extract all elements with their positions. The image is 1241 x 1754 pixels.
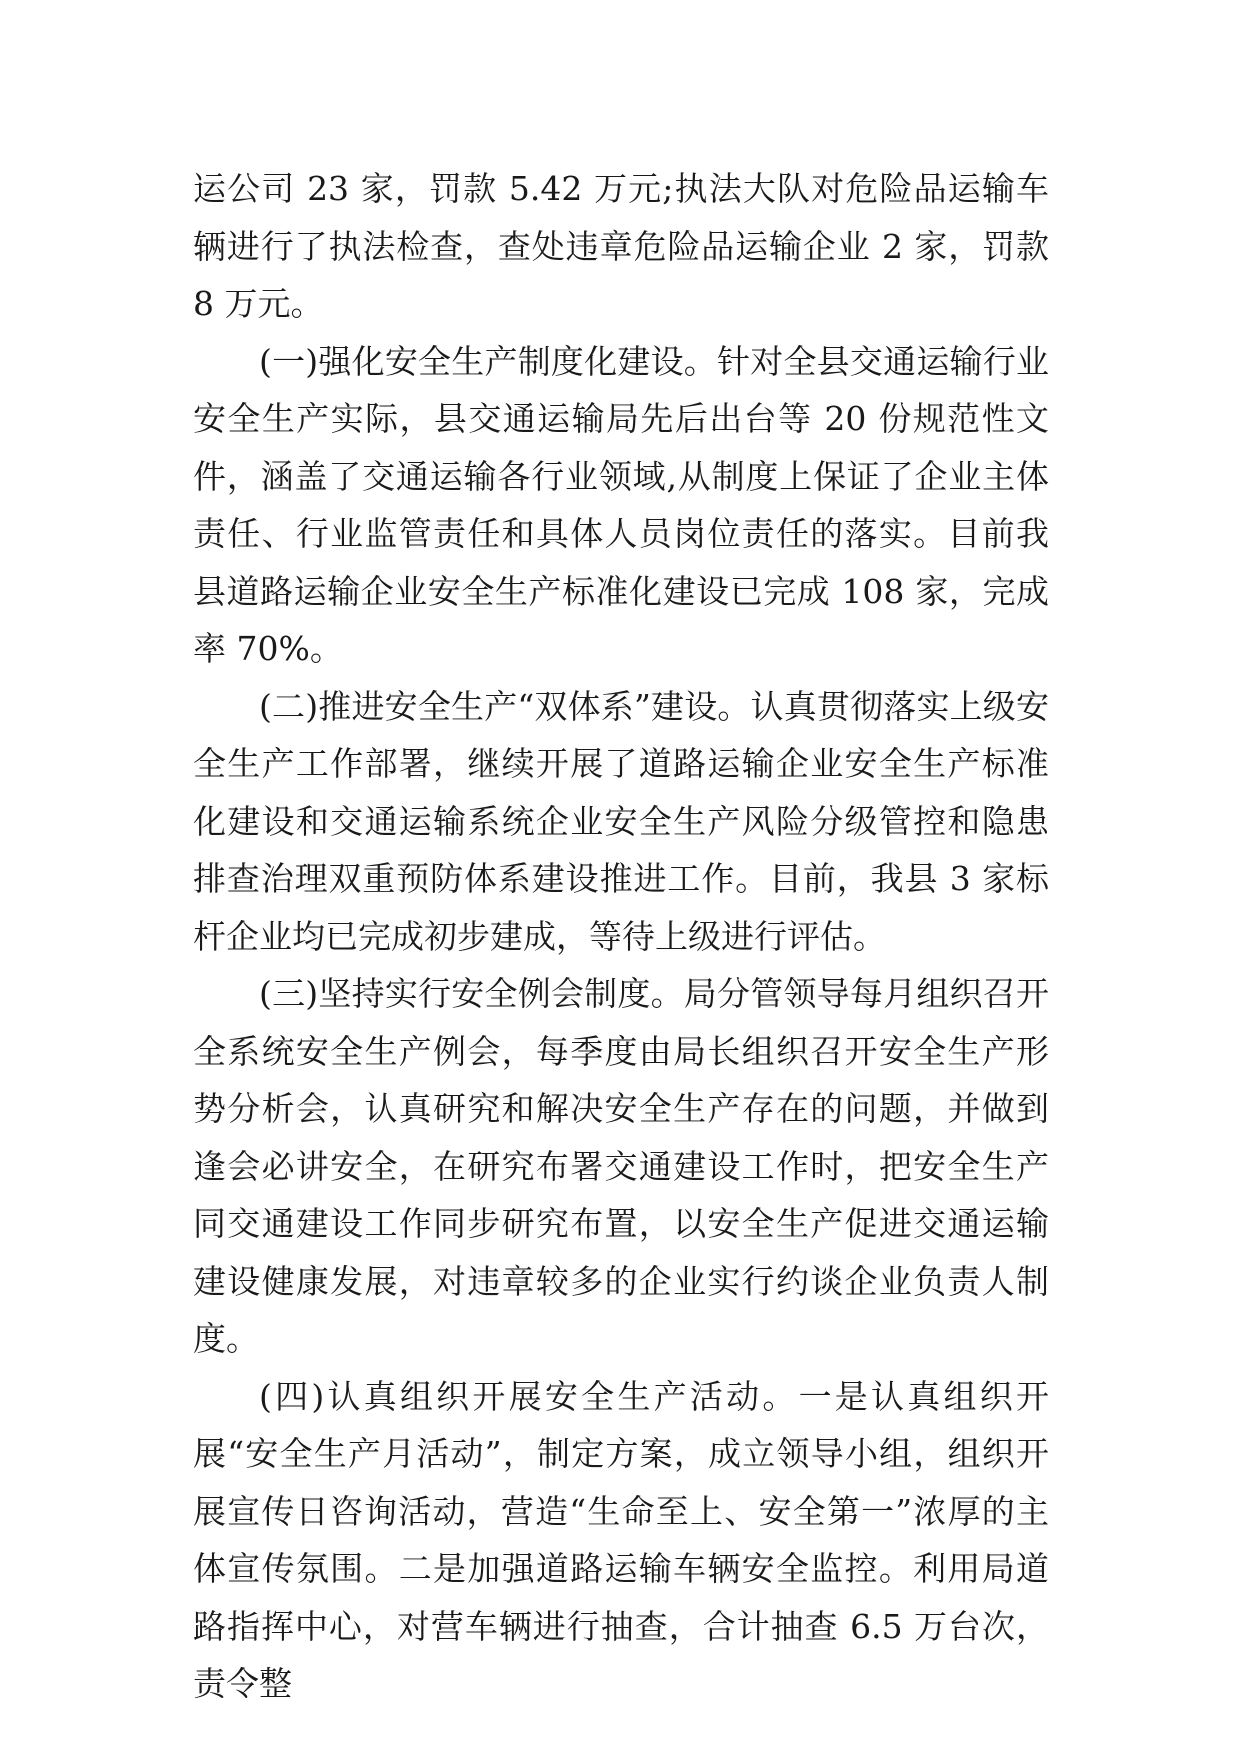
paragraph-section-2: (二)推进安全生产“双体系”建设。认真贯彻落实上级安全生产工作部署，继续开展了道路运输企业安全生产标准化建设和交通运输系统企业安全生产风险分级管控和隐患排查治理双重预防体系建设推进工作。目前，我县 3 家标杆企业均已完成初步建成，等待上级进行评估。: [193, 686, 1049, 956]
document-body: [193, 160, 1049, 1713]
paragraph-section-4: (四)认真组织开展安全生产活动。一是认真组织开展“安全生产月活动”，制定方案，成立领导小组，组织开展宣传日咨询活动，营造“生命至上、安全第一”浓厚的主体宣传氛围。二是加强道路运输车辆安全监控。利用局道路指挥中心，对营车辆进行抽查，合计抽查 6.5 万台次，责令整: [193, 1376, 1049, 1703]
paragraph-continued: 运公司 23 家，罚款 5.42 万元;执法大队对危险品运输车辆进行了执法检查，查处违章危险品运输企业 2 家，罚款 8 万元。: [193, 169, 1049, 323]
paragraph-section-1: (一)强化安全生产制度化建设。针对全县交通运输行业安全生产实际，县交通运输局先后出台等 20 份规范性文件，涵盖了交通运输各行业领域,从制度上保证了企业主体责任、行业监管责任和具体人员岗位责任的落实。目前我县道路运输企业安全生产标准化建设已完成 108 家，完成率 70%。: [193, 341, 1049, 668]
paragraph-section-3: (三)坚持实行安全例会制度。局分管领导每月组织召开全系统安全生产例会，每季度由局长组织召开安全生产形势分析会，认真研究和解决安全生产存在的问题，并做到逢会必讲安全，在研究布署交通建设工作时，把安全生产同交通建设工作同步研究布置，以安全生产促进交通运输建设健康发展，对违章较多的企业实行约谈企业负责人制度。: [193, 974, 1049, 1358]
